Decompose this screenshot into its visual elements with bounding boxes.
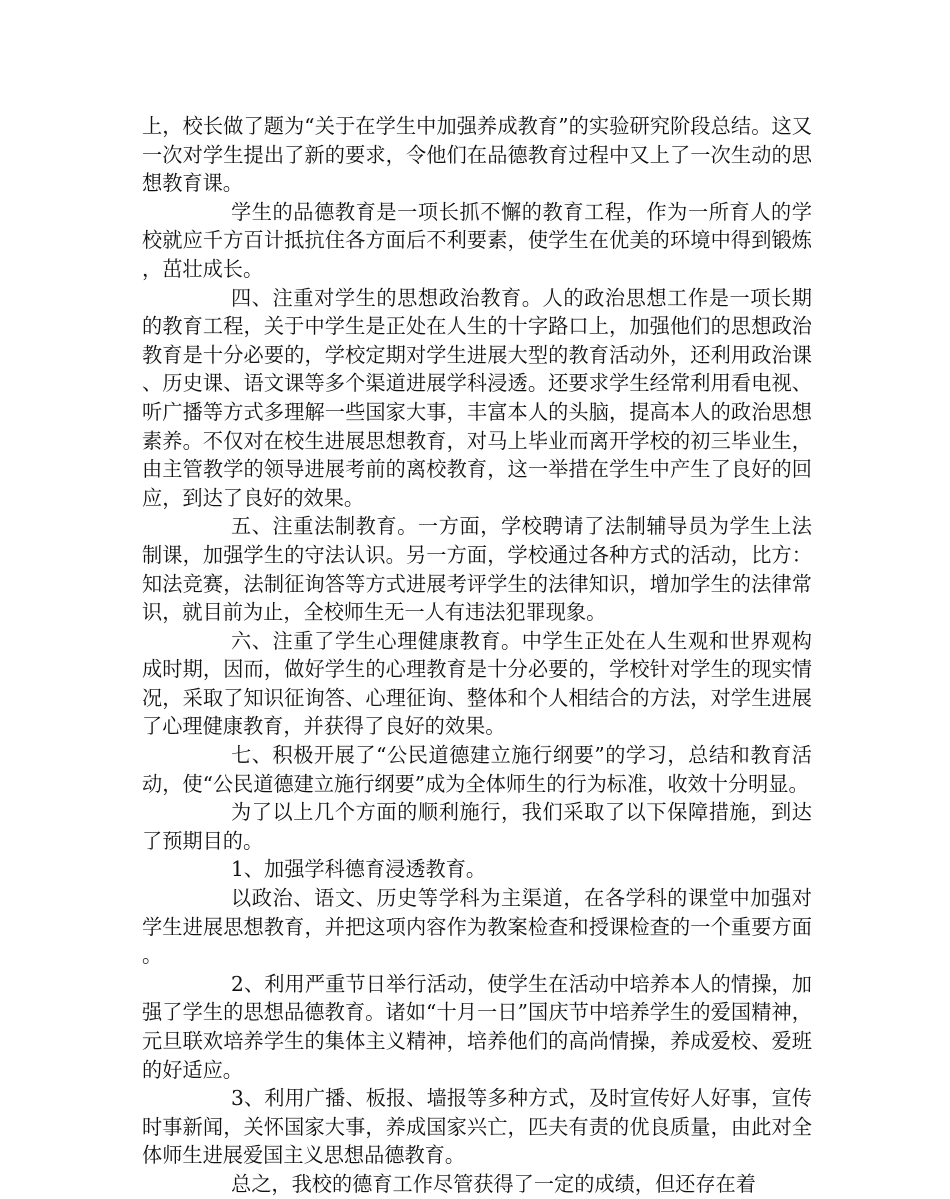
paragraph-9: 以政治、语文、历史等学科为主渠道，在各学科的课堂中加强对学生进展思想教育，并把这项内容作为教案检查和授课检查的一个重要方面。 [142, 886, 812, 968]
paragraph-10: 2、利用严重节日举行活动，使学生在活动中培养本人的情操，加强了学生的思想品德教育。诸如“十月一日”国庆节中培养学生的爱国精神，元旦联欢培养学生的集体主义精神，培养他们的高尚情操，养成爱校、爱班的好适应。 [142, 971, 812, 1082]
paragraph-6: 七、积极开展了“公民道德建立施行纲要”的学习，总结和教育活动，使“公民道德建立施行纲要”成为全体师生的行为标准，收效十分明显。 [142, 743, 812, 796]
paragraph-7: 为了以上几个方面的顺利施行，我们采取了以下保障措施，到达了预期目的。 [142, 800, 812, 853]
paragraph-4: 五、注重法制教育。一方面，学校聘请了法制辅导员为学生上法制课，加强学生的守法认识。另一方面，学校通过各种方式的活动，比方：知法竞赛，法制征询答等方式进展考评学生的法律知识，增加学生的法律常识，就目前为止，全校师生无一人有违法犯罪现象。 [142, 514, 812, 625]
paragraph-8: 1、加强学科德育浸透教育。 [231, 857, 487, 882]
paragraph-12: 总之，我校的德育工作尽管获得了一定的成绩，但还存在着 [231, 1171, 756, 1196]
paragraph-3: 四、注重对学生的思想政治教育。人的政治思想工作是一项长期的教育工程，关于中学生是正处在人生的十字路口上，加强他们的思想政治教育是十分必要的，学校定期对学生进展大型的教育活动外，还利用政治课、历史课、语文课等多个渠道进展学科浸透。还要求学生经常利用看电视、听广播等方式多理解一些国家大事，丰富本人的头脑，提高本人的政治思想素养。不仅对在校生进展思想教育，对马上毕业而离开学校的初三毕业生，由主管教学的领导进展考前的离校教育，这一举措在学生中产生了良好的回应，到达了良好的效果。 [142, 285, 812, 510]
paragraph-11: 3、利用广播、板报、墙报等多种方式，及时宣传好人好事，宣传时事新闻，关怀国家大事，养成国家兴亡，匹夫有责的优良质量，由此对全体师生进展爱国主义思想品德教育。 [142, 1086, 812, 1168]
paragraph-2: 学生的品德教育是一项长抓不懈的教育工程，作为一所育人的学校就应千方百计抵抗住各方面后不利要素，使学生在优美的环境中得到锻炼，茁壮成长。 [142, 199, 812, 281]
paragraph-1: 上，校长做了题为“关于在学生中加强养成教育”的实验研究阶段总结。这又一次对学生提出了新的要求，令他们在品德教育过程中又上了一次生动的思想教育课。 [142, 114, 812, 196]
document-page [142, 112, 812, 1199]
paragraph-5: 六、注重了学生心理健康教育。中学生正处在人生观和世界观构成时期，因而，做好学生的心理教育是十分必要的，学校针对学生的现实情况，采取了知识征询答、心理征询、整体和个人相结合的方法，对学生进展了心理健康教育，并获得了良好的效果。 [142, 628, 812, 739]
